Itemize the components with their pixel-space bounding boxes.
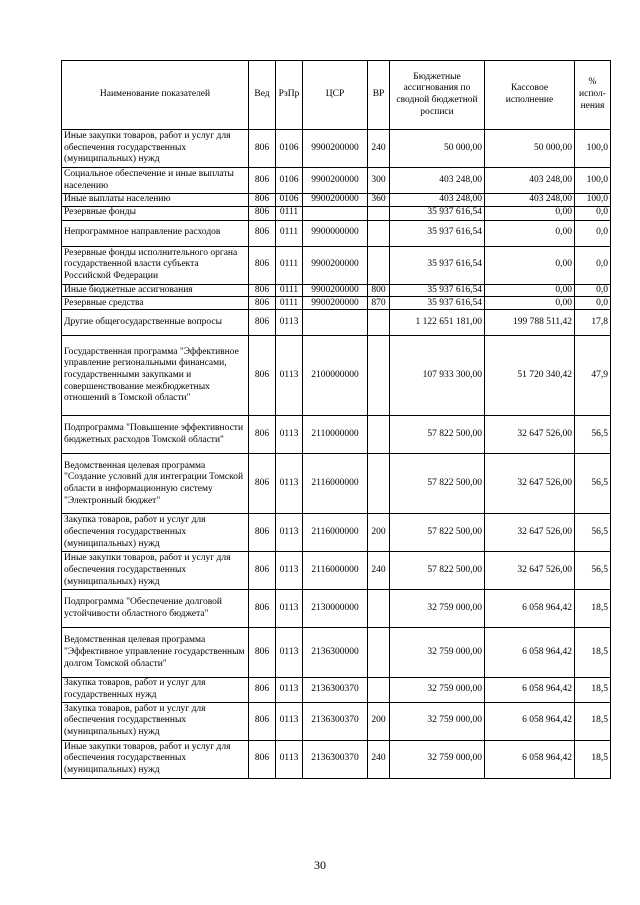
cell-budget: 35 937 616,54: [390, 284, 485, 297]
cell-csr: 2116000000: [303, 454, 368, 514]
cell-csr: 2136300370: [303, 702, 368, 740]
cell-percent: 0,0: [575, 206, 611, 220]
table-row: [62, 590, 611, 628]
table-row: [62, 740, 611, 778]
table-row: [62, 678, 611, 702]
header-cash: Кассовое исполнение: [485, 61, 575, 130]
cell-name: Закупка товаров, работ и услуг для обеспечения государственных (муниципальных) нужд: [62, 702, 249, 740]
cell-rzpr: 0113: [276, 628, 303, 678]
cell-name: Закупка товаров, работ и услуг для обеспечения государственных (муниципальных) нужд: [62, 514, 249, 552]
cell-name: Государственная программа "Эффективное управление региональными финансами, государственными закупками и совершенствование межбюджетных отношений в Томской области": [62, 336, 249, 416]
cell-csr: 9900200000: [303, 246, 368, 284]
table-row: [62, 284, 611, 297]
cell-vr: 360: [368, 194, 390, 207]
cell-cash: 6 058 964,42: [485, 628, 575, 678]
cell-ved: 806: [249, 168, 276, 194]
cell-percent: 17,8: [575, 310, 611, 336]
cell-name: Закупка товаров, работ и услуг для государственных нужд: [62, 678, 249, 702]
cell-csr: 9900000000: [303, 220, 368, 246]
cell-vr: [368, 628, 390, 678]
cell-rzpr: 0111: [276, 220, 303, 246]
cell-name: Иные бюджетные ассигнования: [62, 284, 249, 297]
cell-csr: 2136300370: [303, 740, 368, 778]
cell-rzpr: 0113: [276, 454, 303, 514]
cell-budget: 403 248,00: [390, 168, 485, 194]
header-vr: ВР: [368, 61, 390, 130]
cell-budget: 1 122 651 181,00: [390, 310, 485, 336]
cell-rzpr: 0113: [276, 678, 303, 702]
cell-cash: 32 647 526,00: [485, 514, 575, 552]
cell-cash: 6 058 964,42: [485, 678, 575, 702]
header-csr: ЦСР: [303, 61, 368, 130]
cell-rzpr: 0113: [276, 702, 303, 740]
cell-vr: [368, 246, 390, 284]
table-row: [62, 246, 611, 284]
cell-ved: 806: [249, 130, 276, 168]
cell-csr: 2136300000: [303, 628, 368, 678]
cell-budget: 57 822 500,00: [390, 514, 485, 552]
cell-percent: 18,5: [575, 590, 611, 628]
cell-rzpr: 0111: [276, 206, 303, 220]
cell-vr: 200: [368, 702, 390, 740]
cell-rzpr: 0111: [276, 284, 303, 297]
cell-vr: [368, 220, 390, 246]
cell-budget: 35 937 616,54: [390, 206, 485, 220]
cell-cash: 199 788 511,42: [485, 310, 575, 336]
cell-budget: 50 000,00: [390, 130, 485, 168]
cell-percent: 56,5: [575, 514, 611, 552]
cell-percent: 18,5: [575, 702, 611, 740]
cell-cash: 0,00: [485, 284, 575, 297]
cell-ved: 806: [249, 416, 276, 454]
cell-rzpr: 0113: [276, 336, 303, 416]
cell-budget: 107 933 300,00: [390, 336, 485, 416]
cell-cash: 0,00: [485, 297, 575, 310]
cell-vr: [368, 310, 390, 336]
cell-cash: 6 058 964,42: [485, 590, 575, 628]
cell-name: Ведомственная целевая программа "Эффективное управление государственным долгом Томской области": [62, 628, 249, 678]
cell-cash: 403 248,00: [485, 194, 575, 207]
cell-percent: 18,5: [575, 678, 611, 702]
cell-ved: 806: [249, 297, 276, 310]
cell-ved: 806: [249, 454, 276, 514]
table-row: [62, 552, 611, 590]
cell-name: Резервные фонды исполнительного органа государственной власти субъекта Российской Федерации: [62, 246, 249, 284]
cell-cash: 6 058 964,42: [485, 702, 575, 740]
cell-ved: 806: [249, 590, 276, 628]
cell-csr: 2100000000: [303, 336, 368, 416]
cell-name: Иные закупки товаров, работ и услуг для обеспечения государственных (муниципальных) нужд: [62, 130, 249, 168]
cell-csr: 2136300370: [303, 678, 368, 702]
cell-vr: [368, 590, 390, 628]
cell-rzpr: 0106: [276, 168, 303, 194]
table-row: [62, 702, 611, 740]
page-number: 30: [314, 858, 326, 872]
cell-budget: 57 822 500,00: [390, 454, 485, 514]
cell-name: Социальное обеспечение и иные выплаты населению: [62, 168, 249, 194]
cell-percent: 100,0: [575, 130, 611, 168]
cell-rzpr: 0111: [276, 297, 303, 310]
cell-csr: [303, 206, 368, 220]
cell-vr: 800: [368, 284, 390, 297]
cell-ved: 806: [249, 628, 276, 678]
cell-vr: 300: [368, 168, 390, 194]
cell-vr: [368, 206, 390, 220]
cell-percent: 100,0: [575, 168, 611, 194]
cell-budget: 32 759 000,00: [390, 678, 485, 702]
cell-csr: 9900200000: [303, 194, 368, 207]
cell-ved: 806: [249, 678, 276, 702]
cell-percent: 0,0: [575, 297, 611, 310]
cell-ved: 806: [249, 552, 276, 590]
cell-ved: 806: [249, 740, 276, 778]
table-body: [62, 130, 611, 779]
header-budget: Бюджетные ассигнования по сводной бюджетной росписи: [390, 61, 485, 130]
cell-ved: 806: [249, 336, 276, 416]
table-row: [62, 130, 611, 168]
cell-name: Подпрограмма "Повышение эффективности бюджетных расходов Томской области": [62, 416, 249, 454]
cell-name: Иные закупки товаров, работ и услуг для обеспечения государственных (муниципальных) нужд: [62, 552, 249, 590]
cell-csr: 9900200000: [303, 297, 368, 310]
header-rzpr: РзПр: [276, 61, 303, 130]
header-percent: % испол-нения: [575, 61, 611, 130]
cell-ved: 806: [249, 284, 276, 297]
cell-budget: 32 759 000,00: [390, 590, 485, 628]
table-row: [62, 628, 611, 678]
cell-csr: 9900200000: [303, 284, 368, 297]
header-name: Наименование показателей: [62, 61, 249, 130]
cell-rzpr: 0113: [276, 514, 303, 552]
cell-csr: 2116000000: [303, 514, 368, 552]
cell-budget: 57 822 500,00: [390, 552, 485, 590]
cell-cash: 32 647 526,00: [485, 454, 575, 514]
table-row: [62, 514, 611, 552]
cell-name: Ведомственная целевая программа "Создание условий для интеграции Томской области в информационную систему "Электронный бюджет": [62, 454, 249, 514]
cell-vr: 240: [368, 552, 390, 590]
cell-csr: 9900200000: [303, 130, 368, 168]
cell-cash: 403 248,00: [485, 168, 575, 194]
cell-cash: 0,00: [485, 206, 575, 220]
cell-percent: 56,5: [575, 454, 611, 514]
cell-budget: 57 822 500,00: [390, 416, 485, 454]
cell-budget: 35 937 616,54: [390, 220, 485, 246]
cell-vr: 240: [368, 130, 390, 168]
table-row: [62, 310, 611, 336]
header-ved: Вед: [249, 61, 276, 130]
cell-vr: 200: [368, 514, 390, 552]
cell-vr: [368, 678, 390, 702]
cell-percent: 18,5: [575, 628, 611, 678]
cell-rzpr: 0106: [276, 130, 303, 168]
table-row: [62, 220, 611, 246]
cell-percent: 18,5: [575, 740, 611, 778]
cell-ved: 806: [249, 206, 276, 220]
cell-cash: 0,00: [485, 246, 575, 284]
cell-csr: 9900200000: [303, 168, 368, 194]
cell-ved: 806: [249, 702, 276, 740]
cell-csr: [303, 310, 368, 336]
cell-name: Резервные средства: [62, 297, 249, 310]
cell-rzpr: 0113: [276, 310, 303, 336]
cell-budget: 403 248,00: [390, 194, 485, 207]
cell-ved: 806: [249, 310, 276, 336]
cell-cash: 50 000,00: [485, 130, 575, 168]
table-row: [62, 168, 611, 194]
cell-budget: 35 937 616,54: [390, 246, 485, 284]
cell-vr: 240: [368, 740, 390, 778]
cell-vr: [368, 454, 390, 514]
cell-vr: [368, 416, 390, 454]
cell-name: Иные закупки товаров, работ и услуг для обеспечения государственных (муниципальных) нужд: [62, 740, 249, 778]
cell-budget: 32 759 000,00: [390, 702, 485, 740]
header-row: [62, 61, 611, 130]
cell-rzpr: 0113: [276, 416, 303, 454]
table-row: [62, 416, 611, 454]
cell-percent: 0,0: [575, 246, 611, 284]
cell-rzpr: 0113: [276, 552, 303, 590]
cell-budget: 32 759 000,00: [390, 740, 485, 778]
cell-percent: 56,5: [575, 416, 611, 454]
table-row: [62, 297, 611, 310]
cell-csr: 2110000000: [303, 416, 368, 454]
cell-percent: 56,5: [575, 552, 611, 590]
cell-vr: [368, 336, 390, 416]
cell-budget: 32 759 000,00: [390, 628, 485, 678]
cell-percent: 100,0: [575, 194, 611, 207]
cell-cash: 51 720 340,42: [485, 336, 575, 416]
cell-rzpr: 0113: [276, 740, 303, 778]
cell-name: Подпрограмма "Обеспечение долговой устойчивости областного бюджета": [62, 590, 249, 628]
table-row: [62, 336, 611, 416]
cell-ved: 806: [249, 194, 276, 207]
cell-percent: 47,9: [575, 336, 611, 416]
cell-vr: 870: [368, 297, 390, 310]
cell-name: Другие общегосударственные вопросы: [62, 310, 249, 336]
cell-name: Непрограммное направление расходов: [62, 220, 249, 246]
cell-ved: 806: [249, 246, 276, 284]
cell-name: Резервные фонды: [62, 206, 249, 220]
table-row: [62, 194, 611, 207]
cell-ved: 806: [249, 220, 276, 246]
cell-csr: 2130000000: [303, 590, 368, 628]
cell-cash: 6 058 964,42: [485, 740, 575, 778]
cell-cash: 32 647 526,00: [485, 552, 575, 590]
table-row: [62, 454, 611, 514]
cell-percent: 0,0: [575, 220, 611, 246]
table-row: [62, 206, 611, 220]
cell-percent: 0,0: [575, 284, 611, 297]
budget-table: [61, 60, 611, 779]
cell-ved: 806: [249, 514, 276, 552]
cell-rzpr: 0111: [276, 246, 303, 284]
cell-rzpr: 0113: [276, 590, 303, 628]
cell-rzpr: 0106: [276, 194, 303, 207]
cell-csr: 2116000000: [303, 552, 368, 590]
cell-cash: 0,00: [485, 220, 575, 246]
cell-cash: 32 647 526,00: [485, 416, 575, 454]
cell-budget: 35 937 616,54: [390, 297, 485, 310]
cell-name: Иные выплаты населению: [62, 194, 249, 207]
